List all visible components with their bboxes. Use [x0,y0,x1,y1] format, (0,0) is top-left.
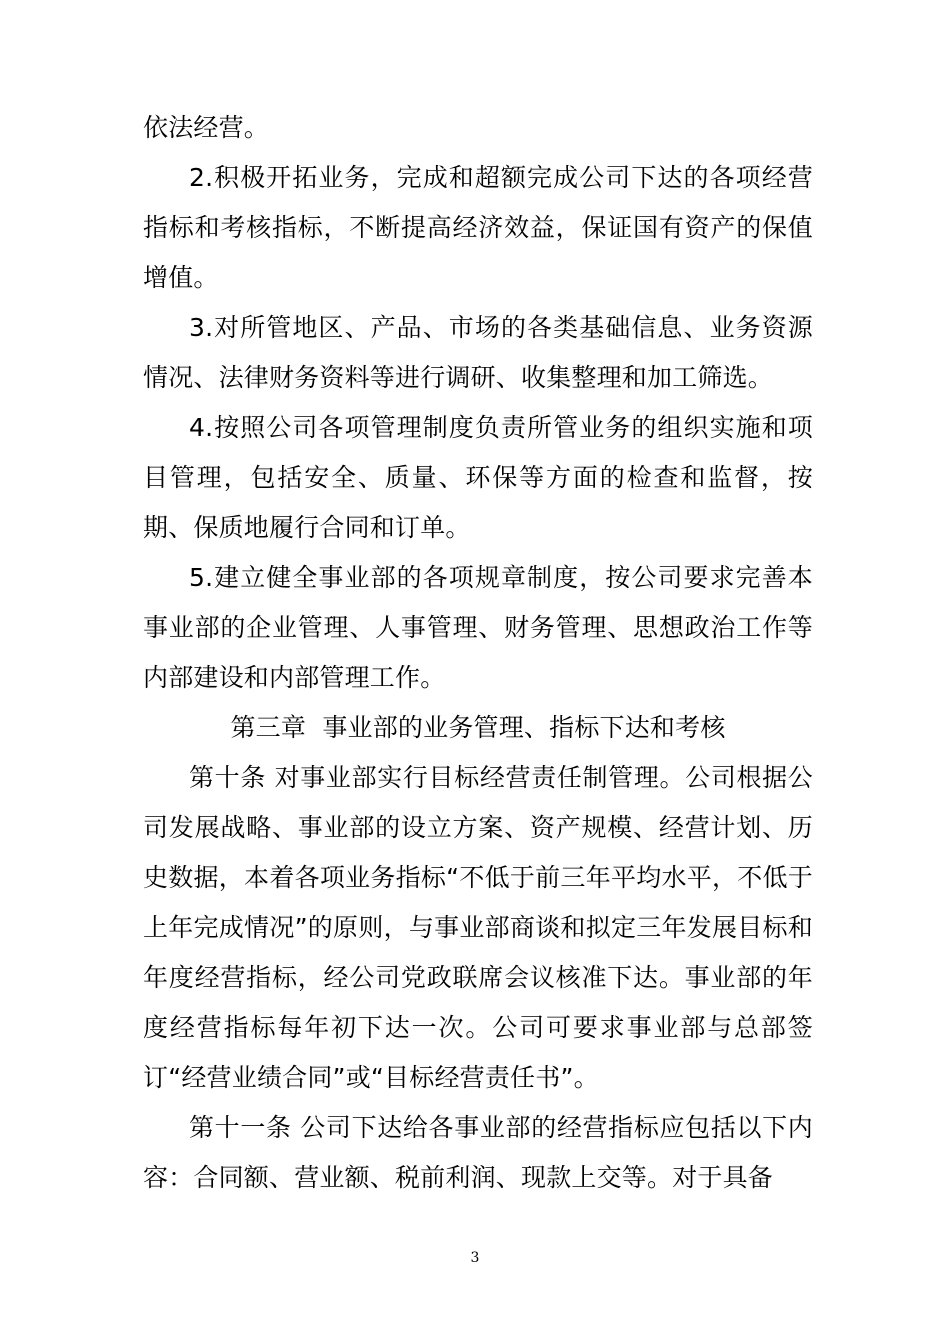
article-11: 第十一条 公司下达给各事业部的经营指标应包括以下内容：合同额、营业额、税前利润、现款上交等。对于具备 [143,1113,813,1192]
chapter-heading: 第三章 事业部的业务管理、指标下达和考核 [230,713,726,742]
paragraph-item-3: 3.对所管地区、产品、市场的各类基础信息、业务资源情况、法律财务资料等进行调研、收集整理和加工筛选。 [143,313,813,392]
paragraph-continuation: 依法经营。 [143,113,270,142]
paragraph-item-2: 2.积极开拓业务，完成和超额完成公司下达的各项经营指标和考核指标，不断提高经济效益，保证国有资产的保值增值。 [143,163,813,292]
article-10: 第十条 对事业部实行目标经营责任制管理。公司根据公司发展战略、事业部的设立方案、资产规模、经营计划、历史数据，本着各项业务指标“不低于前三年平均水平，不低于上年完成情况”的原则，与事业部商谈和拟定三年发展目标和年度经营指标，经公司党政联席会议核准下达。事业部的年度经营指标每年初下达一次。公司可要求事业部与总部签订“经营业绩合同”或“目标经营责任书”。 [143,763,813,1092]
paragraph-item-4: 4.按照公司各项管理制度负责所管业务的组织实施和项目管理，包括安全、质量、环保等方面的检查和监督，按期、保质地履行合同和订单。 [143,413,813,542]
document-body [143,103,813,1203]
page-number: 3 [470,1250,480,1266]
paragraph-item-5: 5.建立健全事业部的各项规章制度，按公司要求完善本事业部的企业管理、人事管理、财务管理、思想政治工作等内部建设和内部管理工作。 [143,563,813,692]
